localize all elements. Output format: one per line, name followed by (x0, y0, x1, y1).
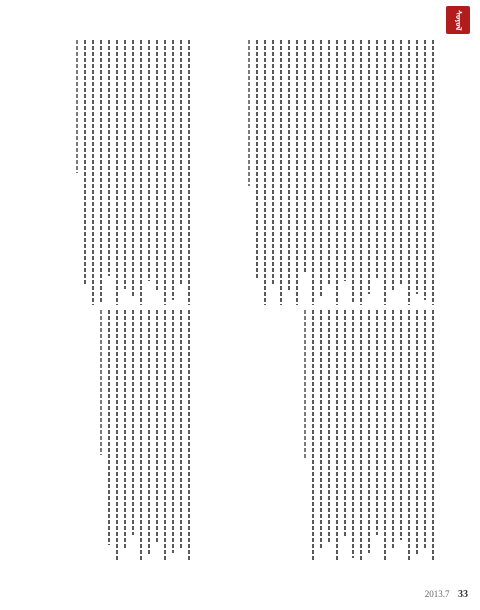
text-columns-upper-right (248, 40, 434, 305)
page-footer (425, 589, 468, 600)
text-columns-upper-left (76, 40, 190, 305)
section-tab (446, 6, 470, 34)
text-columns-lower-right (304, 310, 434, 560)
page-number: 33 (458, 589, 468, 600)
text-columns-lower-left (100, 310, 190, 560)
section-tab-label: ᠰᠣᠶᠣᠯ (454, 9, 463, 31)
issue-date: 2013.7 (424, 589, 450, 599)
